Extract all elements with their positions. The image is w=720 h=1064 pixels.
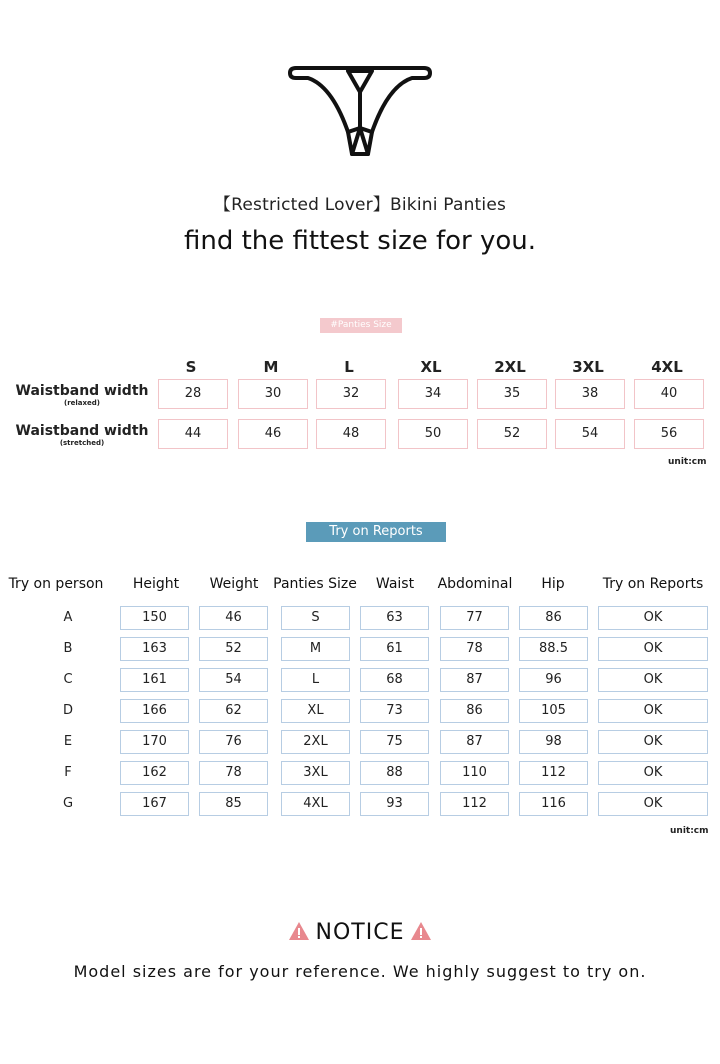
try-on-reports-tag: Try on Reports [306,522,446,542]
measurement-cell: 88 [360,761,429,785]
person-label: D [62,703,73,718]
warning-icon [410,921,432,941]
bikini-panties-icon [288,62,432,160]
measurement-cell: 167 [120,792,189,816]
report-cell: OK [598,792,708,816]
size-chart-unit: unit:cm [668,457,707,467]
measurement-cell: 52 [199,637,268,661]
measurement-cell: 85 [199,792,268,816]
size-value-cell: 50 [398,419,468,449]
measurement-cell: 116 [519,792,588,816]
measurement-cell: 110 [440,761,509,785]
measurement-cell: 105 [519,699,588,723]
measurement-cell: 62 [199,699,268,723]
report-cell: OK [598,699,708,723]
try-on-header: Try on person [8,576,104,592]
person-label: E [63,734,73,749]
measurement-cell: 75 [360,730,429,754]
measurement-cell: 78 [199,761,268,785]
size-header: L [344,358,354,376]
measurement-cell: 76 [199,730,268,754]
size-value-cell: 46 [238,419,308,449]
size-value-cell: 56 [634,419,704,449]
waistband-row-label [10,383,154,408]
measurement-cell: 93 [360,792,429,816]
warning-icon [288,921,310,941]
person-label: C [63,672,73,687]
measurement-cell: 88.5 [519,637,588,661]
notice-heading [0,920,720,945]
report-cell: OK [598,761,708,785]
row-sublabel: (stretched) [59,439,105,447]
try-on-header: Waist [375,576,415,592]
measurement-cell: 98 [519,730,588,754]
size-value-cell: 44 [158,419,228,449]
measurement-cell: 77 [440,606,509,630]
measurement-cell: 150 [120,606,189,630]
measurement-cell: 4XL [281,792,350,816]
measurement-cell: 3XL [281,761,350,785]
person-label: F [64,765,72,780]
size-value-cell: 34 [398,379,468,409]
measurement-cell: 73 [360,699,429,723]
measurement-cell: 170 [120,730,189,754]
try-on-header: Weight [209,576,259,592]
notice-title: NOTICE [315,920,405,945]
measurement-cell: 86 [519,606,588,630]
report-cell: OK [598,668,708,692]
measurement-cell: L [281,668,350,692]
notice-message: Model sizes are for your reference. We highly suggest to try on. [73,962,647,981]
measurement-cell: 54 [199,668,268,692]
measurement-cell: 86 [440,699,509,723]
measurement-cell: 61 [360,637,429,661]
waistband-row-label [10,423,154,448]
try-on-unit: unit:cm [670,826,709,836]
measurement-cell: 96 [519,668,588,692]
row-label-text: Waistband width [15,383,149,399]
size-value-cell: 48 [316,419,386,449]
measurement-cell: 68 [360,668,429,692]
report-cell: OK [598,730,708,754]
size-value-cell: 35 [477,379,547,409]
headline: find the fittest size for you. [183,226,537,256]
size-header: M [263,358,279,376]
measurement-cell: 161 [120,668,189,692]
measurement-cell: 87 [440,668,509,692]
row-label-text: Waistband width [15,423,149,439]
size-header: 2XL [494,358,526,376]
size-header: 4XL [651,358,683,376]
measurement-cell: 46 [199,606,268,630]
try-on-header: Hip [541,576,565,592]
size-value-cell: 32 [316,379,386,409]
size-value-cell: 52 [477,419,547,449]
measurement-cell: 166 [120,699,189,723]
size-header: XL [420,358,442,376]
measurement-cell: 78 [440,637,509,661]
report-cell: OK [598,637,708,661]
size-value-cell: 40 [634,379,704,409]
product-title: 【Restricted Lover】Bikini Panties [213,195,507,215]
measurement-cell: M [281,637,350,661]
measurement-cell: 87 [440,730,509,754]
size-value-cell: 38 [555,379,625,409]
try-on-header: Panties Size [273,576,357,592]
size-value-cell: 30 [238,379,308,409]
size-header: 3XL [572,358,604,376]
measurement-cell: S [281,606,350,630]
measurement-cell: 63 [360,606,429,630]
row-sublabel: (relaxed) [64,399,100,407]
person-label: G [62,796,74,811]
try-on-header: Abdominal [437,576,513,592]
measurement-cell: 112 [440,792,509,816]
person-label: B [63,641,73,656]
size-value-cell: 54 [555,419,625,449]
panties-size-tag: #Panties Size [320,318,402,333]
measurement-cell: 163 [120,637,189,661]
measurement-cell: 112 [519,761,588,785]
measurement-cell: 162 [120,761,189,785]
try-on-header: Height [132,576,180,592]
size-header: S [185,358,197,376]
report-cell: OK [598,606,708,630]
measurement-cell: XL [281,699,350,723]
size-value-cell: 28 [158,379,228,409]
person-label: A [63,610,73,625]
try-on-header: Try on Reports [602,576,704,592]
measurement-cell: 2XL [281,730,350,754]
